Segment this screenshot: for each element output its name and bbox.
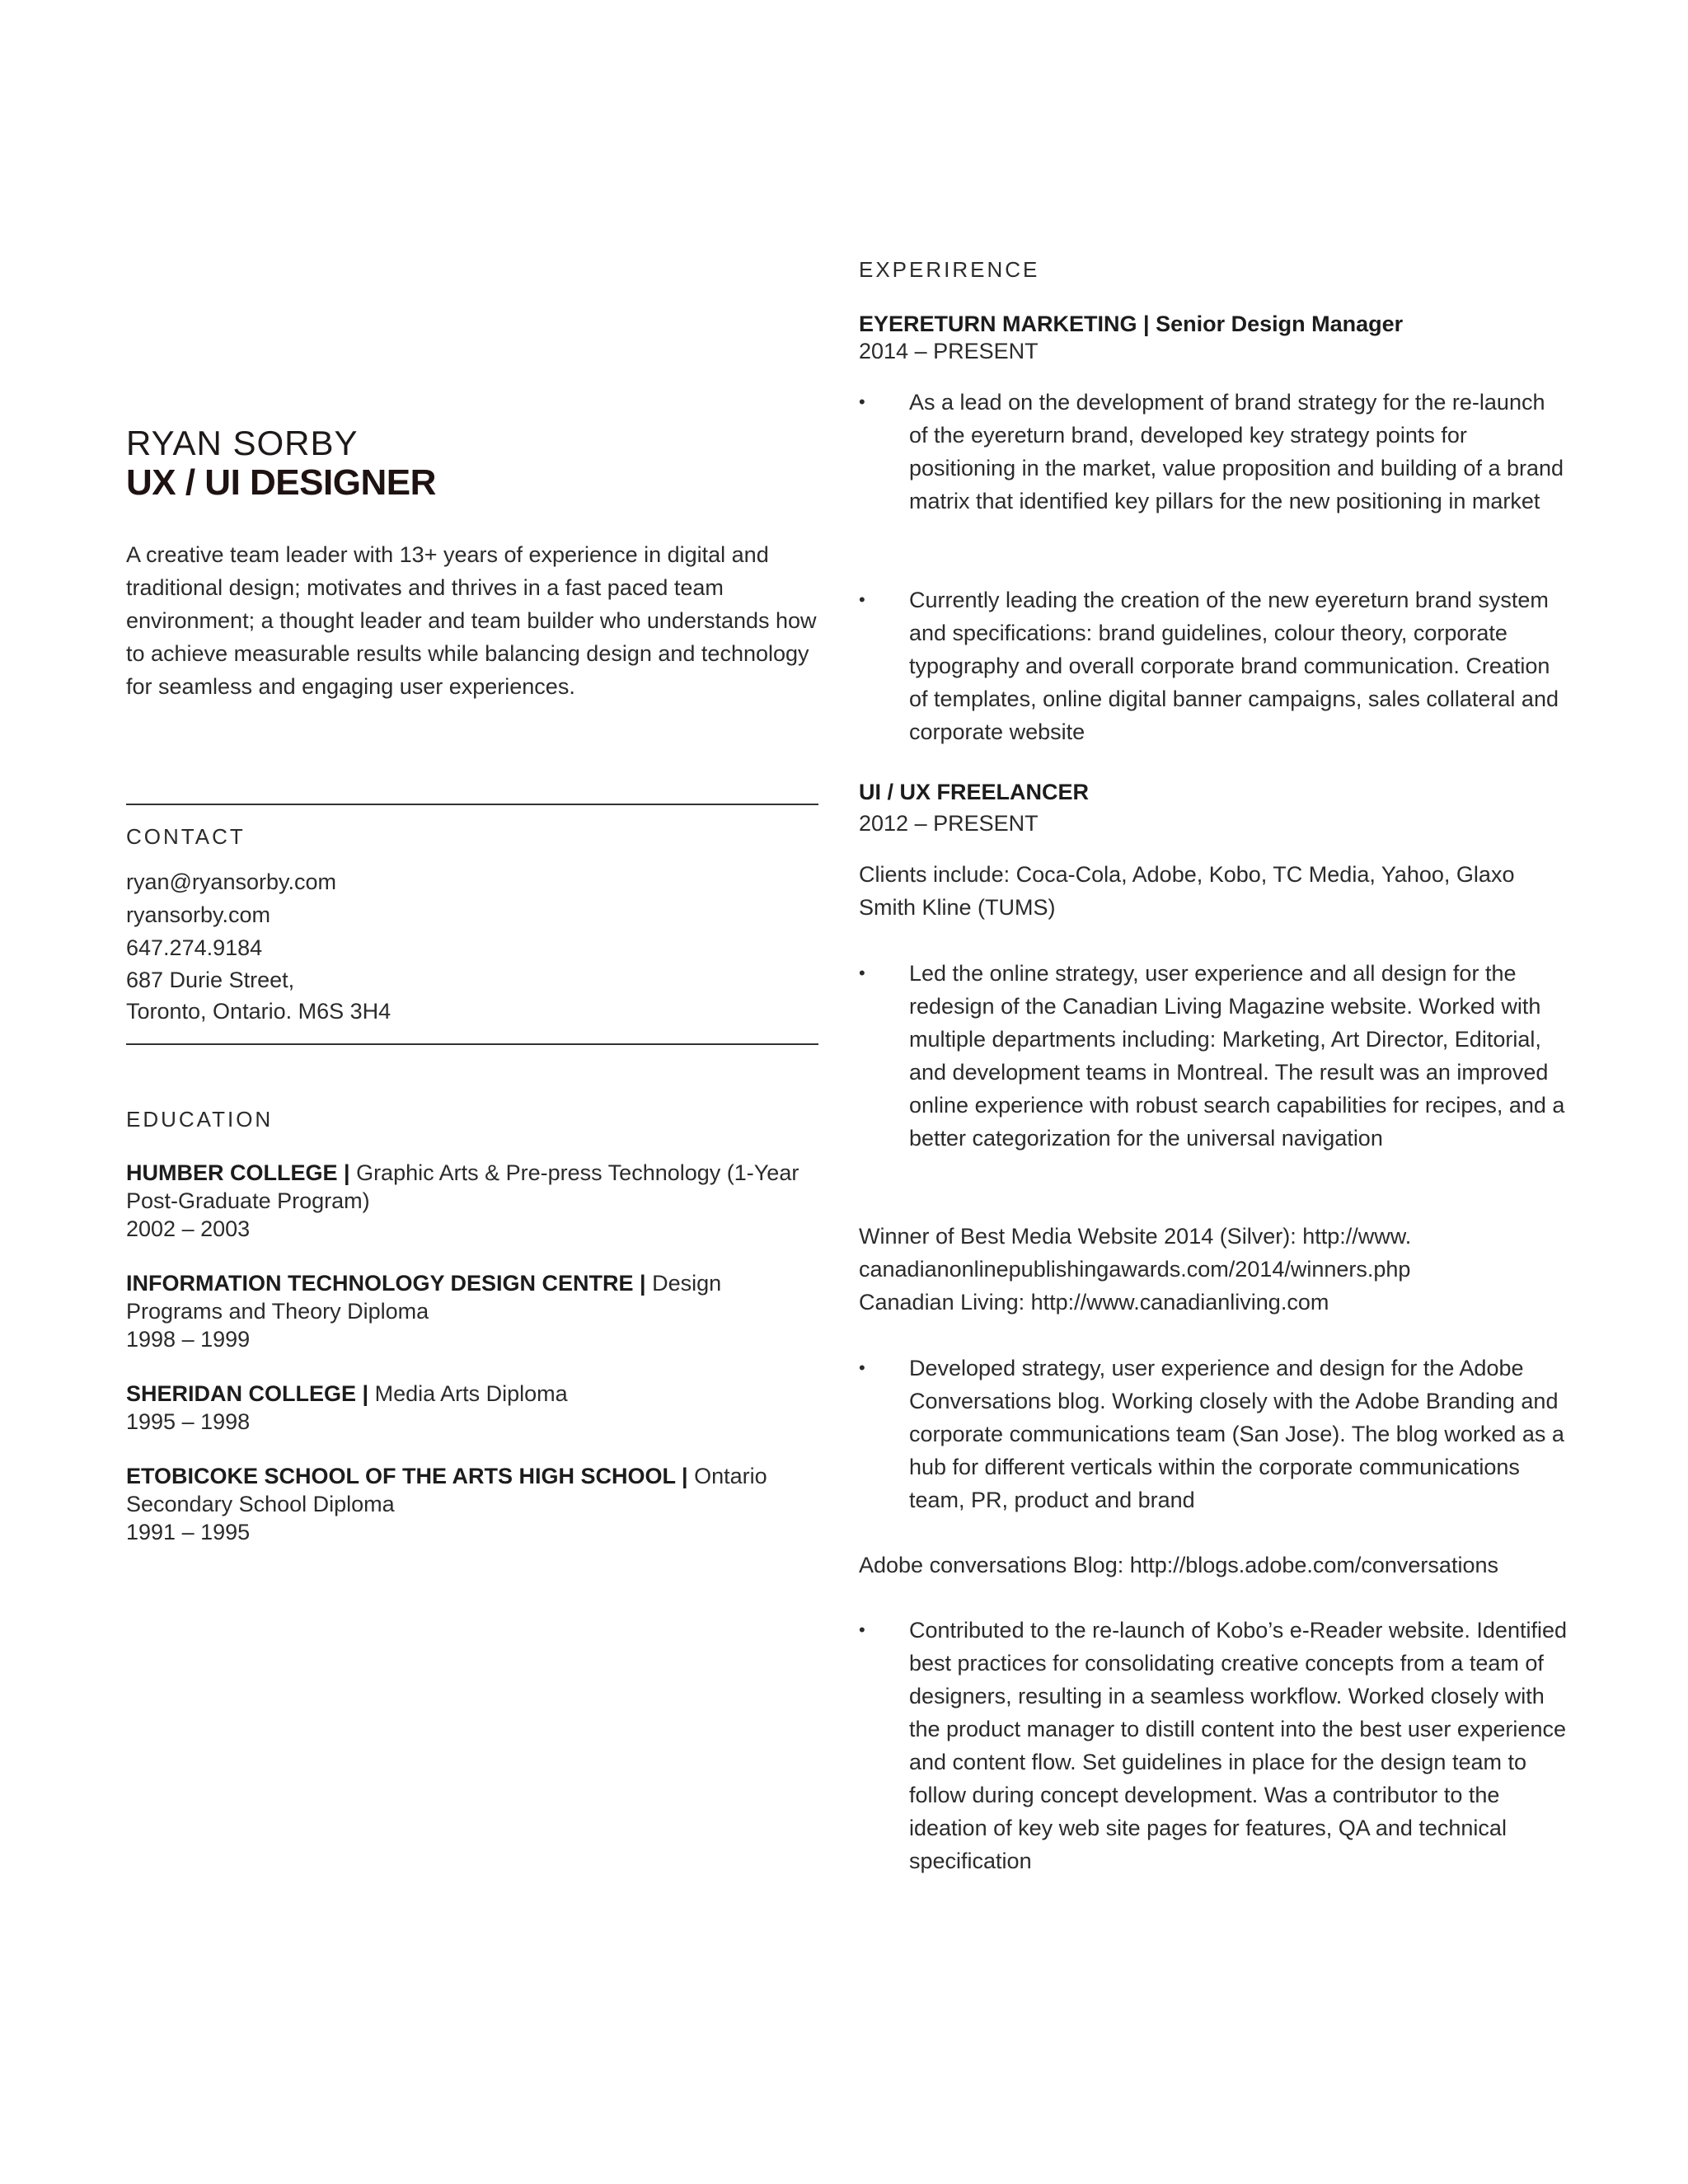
summary-paragraph: A creative team leader with 13+ years of experience in digital and traditional design; motivates and thrives in a fast paced team environment; a thought leader and team builder who understands how to achieve measurable results while balancing design and technology for seamless and engaging user experiences. bbox=[126, 542, 817, 699]
award-line-3: Canadian Living: http://www.canadianliving.com bbox=[859, 1290, 1329, 1315]
contact-section-title: CONTACT bbox=[126, 824, 246, 849]
divider-top bbox=[126, 804, 818, 805]
education-dates: 1995 – 1998 bbox=[126, 1409, 251, 1434]
education-dates: 1991 – 1995 bbox=[126, 1520, 251, 1544]
education-school: INFORMATION TECHNOLOGY DESIGN CENTRE | bbox=[126, 1271, 646, 1296]
education-school: SHERIDAN COLLEGE | bbox=[126, 1381, 369, 1406]
job-dates: 2012 – PRESENT bbox=[859, 811, 1039, 836]
award-line-2: canadianonlinepublishingawards.com/2014/winners.php bbox=[859, 1257, 1411, 1282]
education-program: Media Arts Diploma bbox=[368, 1381, 568, 1406]
education-program: Design Programs and Theory Diploma bbox=[126, 1271, 722, 1324]
bullet-icon: • bbox=[859, 391, 865, 412]
bullet-icon: • bbox=[859, 1357, 865, 1378]
bullet-icon: • bbox=[859, 963, 865, 983]
education-list bbox=[126, 1159, 818, 1572]
award-line-1: Winner of Best Media Website 2014 (Silver): http://www. bbox=[859, 1224, 1412, 1249]
education-item bbox=[126, 1462, 818, 1546]
job2-adobe-link bbox=[859, 1549, 1568, 1582]
education-dates: 1998 – 1999 bbox=[126, 1327, 251, 1352]
education-item bbox=[126, 1159, 818, 1243]
contact-phone: 647.274.9184 bbox=[126, 935, 263, 960]
job1-bullet-1 bbox=[859, 386, 1568, 518]
job2-award bbox=[859, 1220, 1568, 1319]
bullet-icon: • bbox=[859, 1619, 865, 1640]
job2-bullet-2 bbox=[859, 1352, 1568, 1516]
contact-list bbox=[126, 865, 391, 1027]
bullet-text: Contributed to the re-launch of Kobo’s e-Reader website. Identified best practices for consolidating creative concepts from a team of designers, resulting in a seamless workflow. Worked closely with the product manager to distill content into the best user experience and content flow. Set guidelines in place for the design team to follow during concept development. Was a contributor to the ideation of key web site pages for features, QA and technical specification bbox=[909, 1618, 1567, 1873]
job1-bullet-2 bbox=[859, 583, 1568, 748]
contact-website: ryansorby.com bbox=[126, 902, 271, 927]
candidate-role: UX / UI DESIGNER bbox=[126, 462, 436, 503]
education-program: Ontario Secondary School Diploma bbox=[126, 1464, 767, 1516]
experience-section-title: EXPERIRENCE bbox=[859, 257, 1040, 282]
education-school: HUMBER COLLEGE | bbox=[126, 1160, 350, 1185]
job-freelancer bbox=[859, 780, 1089, 841]
education-school: ETOBICOKE SCHOOL OF THE ARTS HIGH SCHOOL | bbox=[126, 1464, 688, 1488]
bullet-text: Currently leading the creation of the new eyereturn brand system and specifications: brand guidelines, colour theory, corporate typography and overall corporate brand communication. Creation of templates, online digital banner campaigns, sales collateral and corporate website bbox=[909, 588, 1559, 744]
education-item bbox=[126, 1269, 818, 1353]
job-heading: UI / UX FREELANCER bbox=[859, 780, 1090, 804]
candidate-name: RYAN SORBY bbox=[126, 424, 359, 462]
divider-bottom bbox=[126, 1043, 818, 1045]
education-item bbox=[126, 1380, 818, 1436]
education-program: Graphic Arts & Pre-press Technology (1-Year Post-Graduate Program) bbox=[126, 1160, 799, 1213]
job2-bullet-1 bbox=[859, 957, 1568, 1155]
contact-email: ryan@ryansorby.com bbox=[126, 869, 336, 894]
job-dates: 2014 – PRESENT bbox=[859, 339, 1039, 363]
contact-address-line1: 687 Durie Street, bbox=[126, 968, 295, 992]
job-heading: EYERETURN MARKETING | Senior Design Manager bbox=[859, 312, 1404, 336]
job-eyereturn bbox=[859, 312, 1403, 365]
bullet-text: As a lead on the development of brand strategy for the re-launch of the eyereturn brand, developed key strategy points for positioning in the market, value proposition and building of a brand matrix that identified key pillars for the new positioning in market bbox=[909, 390, 1564, 513]
education-dates: 2002 – 2003 bbox=[126, 1216, 251, 1241]
bullet-icon: • bbox=[859, 589, 865, 610]
job2-bullet-3 bbox=[859, 1614, 1568, 1877]
contact-address-line2: Toronto, Ontario. M6S 3H4 bbox=[126, 999, 392, 1024]
bullet-text: Led the online strategy, user experience and all design for the redesign of the Canadian Living Magazine website. Worked with multiple departments including: Marketing, Art Director, Editorial, and development teams in Montreal. The result was an improved online experience with robust search capabilities for recipes, and a better categorization for the universal navigation bbox=[909, 961, 1565, 1151]
clients-text: Clients include: Coca-Cola, Adobe, Kobo, TC Media, Yahoo, Glaxo Smith Kline (TUMS) bbox=[859, 862, 1515, 920]
adobe-link-text: Adobe conversations Blog: http://blogs.adobe.com/conversations bbox=[859, 1553, 1498, 1577]
job2-clients bbox=[859, 858, 1568, 924]
bullet-text: Developed strategy, user experience and design for the Adobe Conversations blog. Working closely with the Adobe Branding and corporate communications team (San Jose). The blog worked as a hub for different verticals within the corporate communications team, PR, product and brand bbox=[909, 1356, 1564, 1512]
education-section-title: EDUCATION bbox=[126, 1107, 274, 1132]
